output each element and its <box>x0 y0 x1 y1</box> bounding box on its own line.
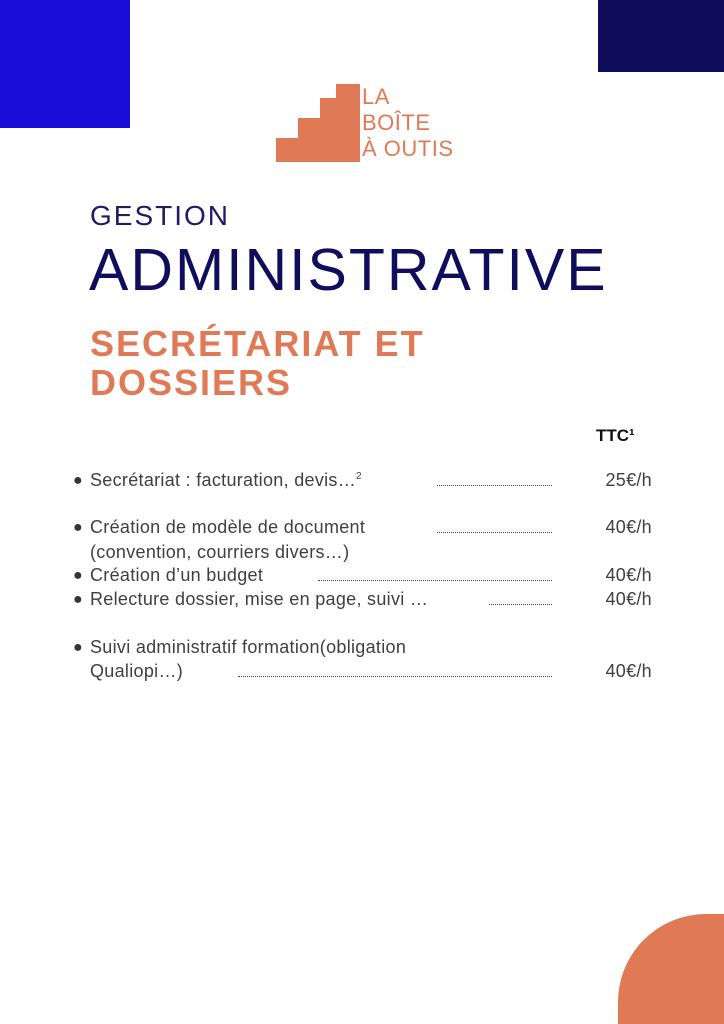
service-label: Création d’un budget <box>90 565 264 585</box>
service-row <box>0 637 724 661</box>
bullet-icon: ● <box>73 591 83 608</box>
service-price: 40€/h <box>605 565 652 585</box>
footnote-marker: 2 <box>356 471 362 482</box>
service-row <box>0 470 724 494</box>
logo <box>276 84 476 166</box>
decorative-blue-square <box>0 0 130 128</box>
service-price: 40€/h <box>605 517 652 537</box>
service-row <box>0 589 724 613</box>
service-row <box>0 517 724 541</box>
service-price: 25€/h <box>605 470 652 490</box>
logo-line: LA <box>362 84 390 109</box>
bullet-icon: ● <box>73 519 83 536</box>
section-title-line: DOSSIERS <box>90 362 293 403</box>
logo-wordmark <box>362 84 454 162</box>
service-label: Création de modèle de document <box>90 517 366 537</box>
bullet-icon: ● <box>73 567 83 584</box>
service-label: Suivi administratif formation(obligation <box>90 637 407 657</box>
logo-line: À OUTIS <box>362 136 454 161</box>
page-title: ADMINISTRATIVE <box>89 237 608 303</box>
section-title <box>90 324 425 402</box>
dot-leader <box>437 532 552 533</box>
service-price: 40€/h <box>605 589 652 609</box>
service-price: 40€/h <box>605 661 652 681</box>
service-label: Relecture dossier, mise en page, suivi … <box>90 589 429 609</box>
price-column-header: TTC¹ <box>596 426 635 445</box>
logo-line: BOÎTE <box>362 110 431 135</box>
service-row-continuation <box>0 661 724 685</box>
section-title-line: SECRÉTARIAT ET <box>90 323 425 364</box>
dot-leader <box>318 580 552 581</box>
staircase-logo-icon <box>276 84 360 166</box>
bullet-icon: ● <box>73 472 83 489</box>
service-row-continuation <box>0 542 724 566</box>
bullet-icon: ● <box>73 639 83 656</box>
dot-leader <box>437 485 552 486</box>
page-kicker: GESTION <box>90 200 231 231</box>
decorative-navy-rectangle <box>598 0 724 72</box>
service-row <box>0 565 724 589</box>
decorative-orange-shape <box>618 914 724 1024</box>
dot-leader <box>238 676 552 677</box>
service-label: Qualiopi…) <box>90 661 184 681</box>
dot-leader <box>489 604 552 605</box>
service-label: (convention, courriers divers…) <box>90 542 350 562</box>
service-label: Secrétariat : facturation, devis…$^2$ <box>90 470 362 490</box>
